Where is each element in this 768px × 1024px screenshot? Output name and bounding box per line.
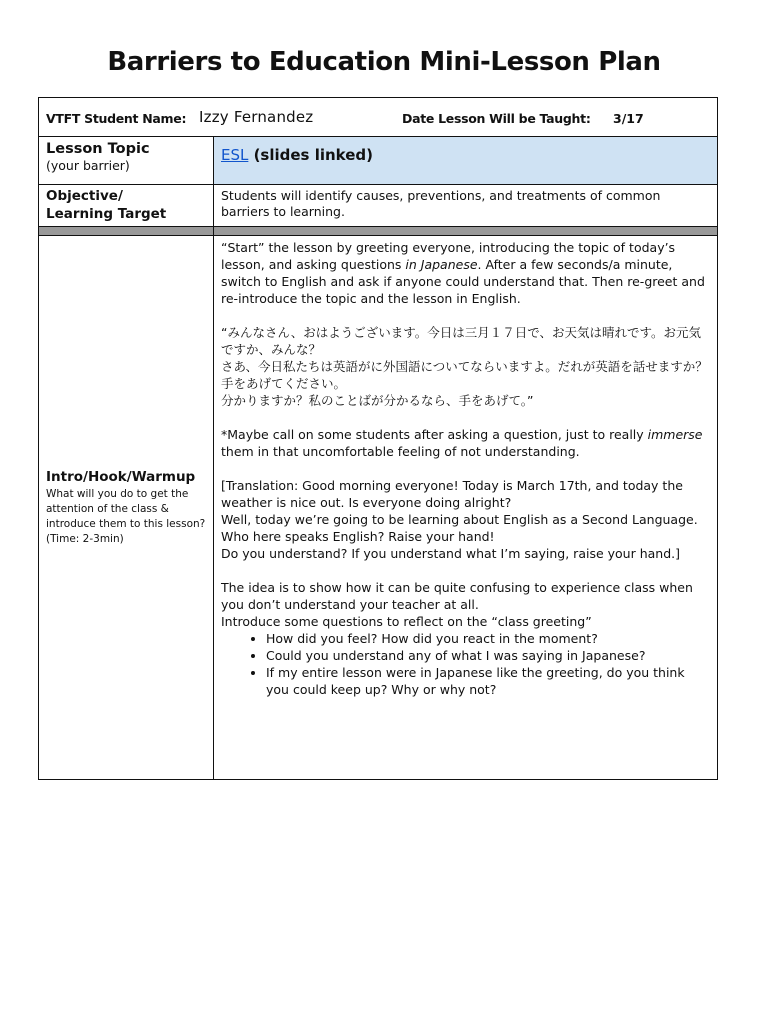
japanese-greeting: “みんなさん、おはようございます。今日は三月１７日で、お天気は晴れです。お元気ですか、みんな？ さあ、今日私たちは英語がに外国語についてならいますよ。だれが英語を話せますか？手をあげてください。 分かりますか？私のことばが分かるなら、手をあげて。” [221, 325, 708, 408]
divider-cell-right [214, 227, 718, 236]
idea-paragraph: The idea is to show how it can be quite confusing to experience class when you don’t understand your teacher at all. [221, 580, 693, 612]
date-value: 3/17 [613, 111, 644, 126]
list-item: • Could you understand any of what I was saying in Japanese? [266, 647, 709, 664]
header-row [39, 98, 718, 137]
topic-value-text: (slides linked) [248, 146, 374, 164]
translation-paragraph: [Translation: Good morning everyone! Today is March 17th, and today the weather is nice out. Is everyone doing alright? Well, today we’re going to be learning about English as a Second Language. Who here speaks English? Raise your hand! Do you understand? If you understand what I’m saying, raise your hand.] [221, 478, 698, 561]
intro-paragraph-3 [221, 426, 709, 460]
student-name-value: Izzy Fernandez [199, 108, 314, 126]
reflection-questions-list [221, 630, 709, 698]
objective-label-cell [39, 185, 214, 227]
objective-row [39, 185, 718, 227]
divider-row [39, 227, 718, 236]
student-name-label: VTFT Student Name: [46, 111, 187, 126]
topic-row [39, 137, 718, 185]
lesson-plan-table [38, 97, 718, 780]
divider-cell-left [39, 227, 214, 236]
date-label: Date Lesson Will be Taught: [402, 111, 591, 126]
intro-paragraph-1 [221, 239, 709, 307]
lesson-topic-sublabel: (your barrier) [46, 158, 130, 173]
objective-label-line2: Learning Target [46, 206, 167, 222]
intro-p3-emphasis: immerse [647, 427, 703, 442]
topic-value-cell [214, 137, 718, 185]
document-title: Barriers to Education Mini-Lesson Plan [107, 47, 661, 77]
objective-text: Students will identify causes, preventions, and treatments of common barriers to learning. [214, 185, 718, 227]
intro-label-cell [39, 236, 214, 780]
objective-label-line1: Objective/ [46, 188, 123, 204]
questions-intro: Introduce some questions to reflect on the “class greeting” [221, 614, 592, 629]
topic-label-cell [39, 137, 214, 185]
intro-p3-text-a: *Maybe call on some students after asking a question, just to really [221, 427, 648, 442]
list-item: • If my entire lesson were in Japanese like the greeting, do you think you could keep up? Why or why not? [266, 664, 709, 698]
intro-p1-emphasis: in Japanese [405, 257, 478, 272]
intro-sublabel: What will you do to get the attention of the class & introduce them to this lesson? (Time: 2-3min) [46, 487, 206, 545]
esl-slides-link[interactable]: ESL [221, 146, 249, 164]
list-item: • How did you feel? How did you react in the moment? [266, 630, 709, 647]
intro-content-cell [214, 236, 718, 780]
header-cell [39, 98, 718, 137]
intro-label: Intro/Hook/Warmup [46, 468, 196, 485]
intro-p1-text-a: “Start” the lesson by greeting everyone, introducing the topic of today’s lesson, and asking questions [221, 240, 676, 272]
lesson-topic-label: Lesson Topic [46, 141, 150, 157]
intro-p3-text-b: them in that uncomfortable feeling of not understanding. [221, 444, 580, 459]
intro-p1-text-b: . After a few seconds/a minute, switch to English and ask if anyone could understand that. Then re-greet and re-introduce the topic and the lesson in English. [221, 257, 705, 306]
intro-row [39, 236, 718, 780]
